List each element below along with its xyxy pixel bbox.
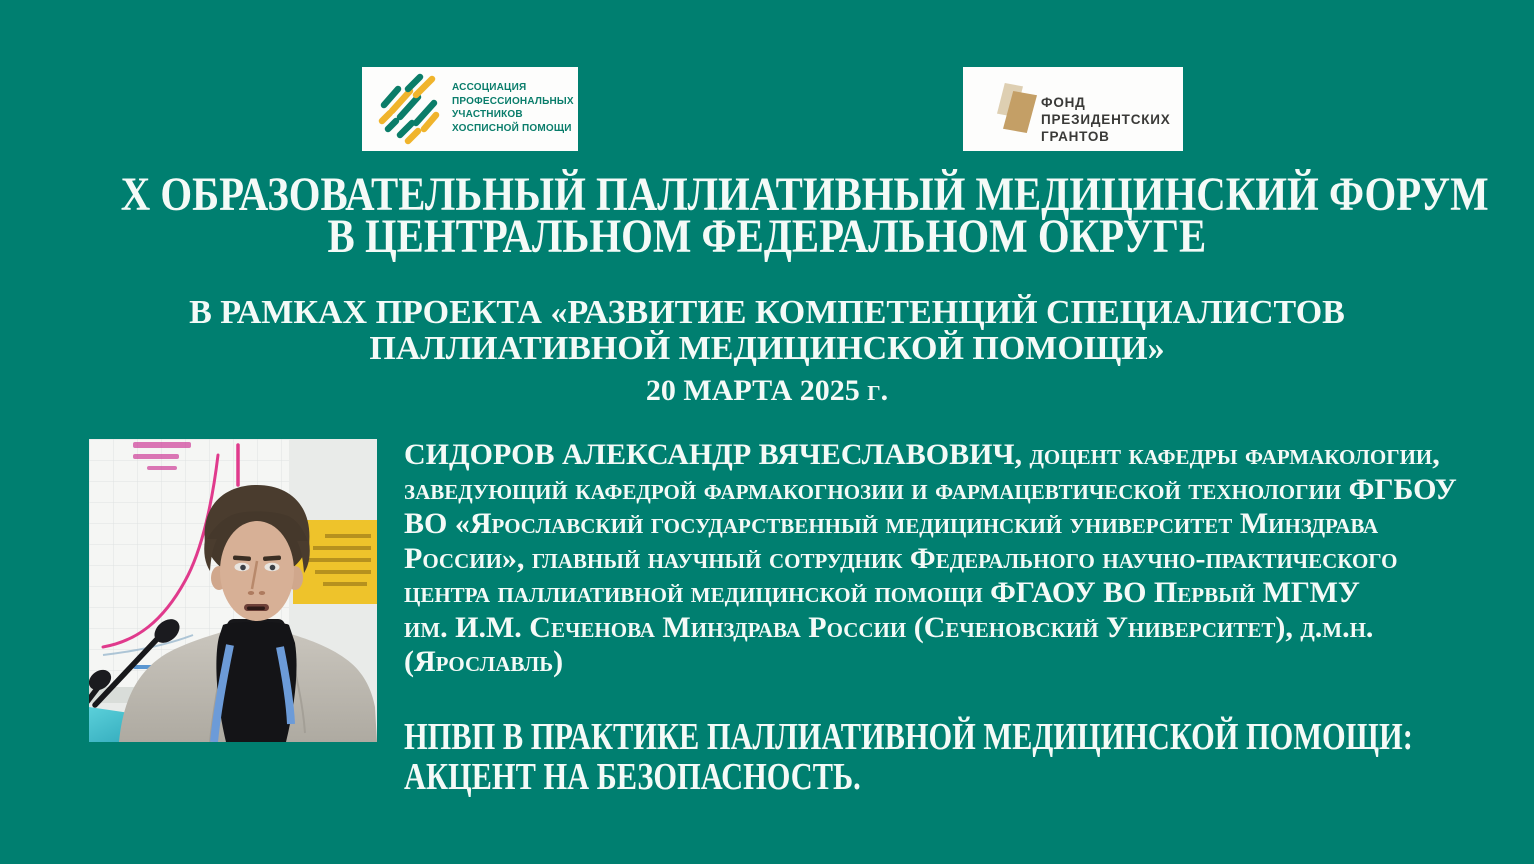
association-logo-line: УЧАСТНИКОВ [452, 109, 523, 120]
association-leaf-icon [374, 73, 446, 145]
forum-title [0, 168, 1534, 263]
grants-fund-logo-line: ПРЕЗИДЕНТСКИХ [1041, 112, 1171, 127]
speaker-photo [89, 439, 377, 742]
talk-title-line-2: АКЦЕНТ НА БЕЗОПАСНОСТЬ. [404, 755, 861, 798]
talk-title-line-1: НПВП В ПРАКТИКЕ ПАЛЛИАТИВНОЙ МЕДИЦИНСКОЙ ПОМОЩИ: [404, 715, 1413, 758]
speaker-bio-line: ВО «Ярославский государственный медицинский университет Минздрава [404, 507, 1379, 540]
speaker-bio-line: заведующий кафедрой фармакогнозии и фармацевтической технологии ФГБОУ [404, 472, 1457, 506]
project-subtitle-line-2: ПАЛЛИАТИВНОЙ МЕДИЦИНСКОЙ ПОМОЩИ» [369, 330, 1165, 367]
speaker-bio-line: России», главный научный сотрудник Федерального научно-практического [404, 541, 1398, 575]
association-logo-line: АССОЦИАЦИЯ [452, 82, 527, 93]
speaker-bio-line: (Ярославль) [404, 645, 564, 678]
grants-fund-logo-text [1041, 94, 1171, 145]
grants-fund-logo-line: ГРАНТОВ [1041, 129, 1110, 144]
grants-fund-logo [963, 67, 1183, 151]
association-logo [362, 67, 578, 151]
association-logo-line: ПРОФЕССИОНАЛЬНЫХ [452, 95, 574, 107]
event-date: 20 МАРТА 2025 г. [645, 374, 889, 407]
speaker-bio-line: им. И.М. Сеченова Минздрава России (Сеченовский Университет), д.м.н. [404, 610, 1374, 644]
association-logo-text [452, 81, 574, 135]
forum-title-line-1: X ОБРАЗОВАТЕЛЬНЫЙ ПАЛЛИАТИВНЫЙ МЕДИЦИНСКИЙ ФОРУМ [120, 168, 1489, 221]
speaker-bio-line: СИДОРОВ АЛЕКСАНДР ВЯЧЕСЛАВОВИЧ, доцент кафедры фармакологии, [404, 438, 1440, 471]
grants-fund-logo-line: ФОНД [1041, 95, 1086, 110]
speaker-photo-art [89, 439, 377, 742]
talk-title [404, 717, 1534, 797]
project-subtitle-line-1: В РАМКАХ ПРОЕКТА «РАЗВИТИЕ КОМПЕТЕНЦИЙ СПЕЦИАЛИСТОВ [189, 294, 1345, 331]
project-subtitle [0, 295, 1534, 367]
forum-title-line-2: В ЦЕНТРАЛЬНОМ ФЕДЕРАЛЬНОМ ОКРУГЕ [327, 210, 1207, 263]
grants-fund-ribbon-icon [983, 75, 1041, 139]
association-logo-line: ХОСПИСНОЙ ПОМОЩИ [452, 122, 572, 134]
speaker-info [404, 438, 1534, 797]
speaker-bio-line: центра паллиативной медицинской помощи ФГАОУ ВО Первый МГМУ [404, 576, 1360, 609]
